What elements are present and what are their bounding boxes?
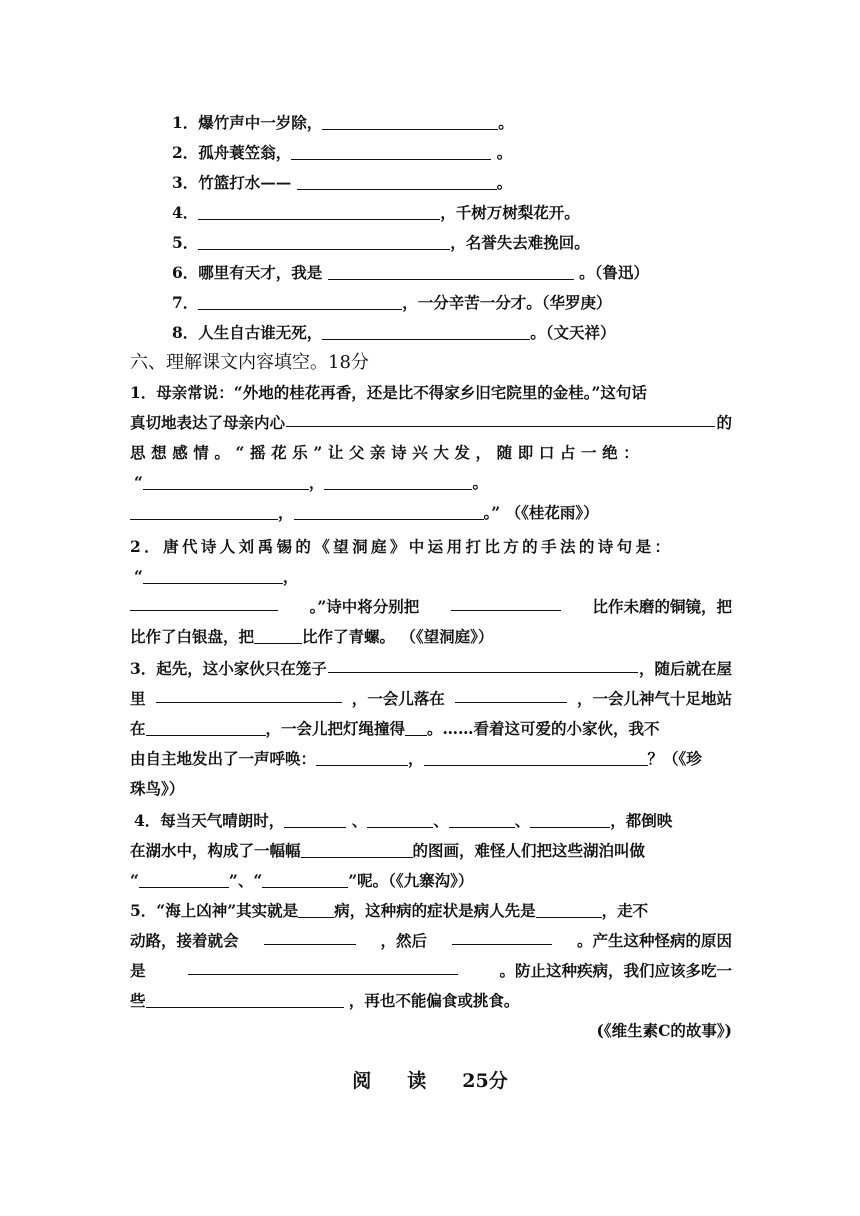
fill-item-5: 5． ，名誉失去难挽回。 xyxy=(172,233,590,252)
q5-line-1: 5．“海上凶神”其实就是 病，这种病的症状是病人先是 ，走不 xyxy=(130,901,649,920)
section-title: 六、理解课文内容填空。18分 xyxy=(130,352,369,373)
answer-blank[interactable] xyxy=(156,684,342,703)
q4-line-3: “ ”、“ ”呢。（《九寨沟》） xyxy=(130,871,474,890)
q3-line-2: 里 ，一会儿落在 ，一会儿神气十足地站 xyxy=(130,684,732,714)
answer-blank[interactable] xyxy=(297,171,497,190)
q4-line-2: 在湖水中，构成了一幅幅 的图画，难怪人们把这些湖泊叫做 xyxy=(130,841,646,860)
answer-blank[interactable] xyxy=(130,592,278,611)
fill-item-1: 1．爆竹声中一岁除， 。 xyxy=(172,113,514,132)
answer-blank[interactable] xyxy=(143,471,309,490)
q5-source: (《维生素C的故事》) xyxy=(596,1021,732,1040)
answer-blank[interactable] xyxy=(322,321,530,340)
answer-blank[interactable] xyxy=(316,747,408,766)
answer-blank[interactable] xyxy=(291,141,491,160)
q2-line-1: 2．唐代诗人刘禹锡的《望洞庭》中运用打比方的手法的诗句是： xyxy=(130,537,674,556)
q3-line-3: 在 ，一会儿把灯绳撞得 。……看着这可爱的小家伙，我不 xyxy=(130,719,660,738)
fill-item-4: 4． ，千树万树梨花开。 xyxy=(172,203,580,222)
answer-blank[interactable] xyxy=(188,956,458,975)
q1-line-2: 真切地表达了母亲内心 的 xyxy=(130,408,732,438)
fill-item-2: 2．孤舟蓑笠翁， 。 xyxy=(172,143,513,162)
answer-blank[interactable] xyxy=(455,684,567,703)
answer-blank[interactable] xyxy=(449,809,515,828)
q3-line-5: 珠鸟》） xyxy=(130,779,185,798)
answer-blank[interactable] xyxy=(424,747,648,766)
answer-blank[interactable] xyxy=(451,592,561,611)
answer-blank[interactable] xyxy=(198,291,402,310)
q5-line-4: 些 ，再也不能偏食或挑食。 xyxy=(130,991,520,1010)
answer-blank[interactable] xyxy=(405,717,427,736)
fill-item-7: 7． ，一分辛苦一分才。（华罗庚） xyxy=(172,293,612,312)
answer-blank[interactable] xyxy=(130,501,278,520)
q1-line-1: 1．母亲常说：“外地的桂花再香，还是比不得家乡旧宅院里的金桂。”这句话 xyxy=(130,383,647,402)
answer-blank[interactable] xyxy=(262,869,348,888)
answer-blank[interactable] xyxy=(198,231,450,250)
answer-blank[interactable] xyxy=(367,809,433,828)
q4-line-1: 4．每当天气晴朗时， 、 、 、 ，都倒映 xyxy=(134,811,673,830)
q1-line-5: ， 。” （《桂花雨》） xyxy=(130,498,732,528)
q5-line-2: 动路，接着就会 ，然后 。产生这种怪病的原因 xyxy=(130,926,732,956)
answer-blank[interactable] xyxy=(286,408,715,427)
answer-blank[interactable] xyxy=(298,899,334,918)
answer-blank[interactable] xyxy=(328,654,638,673)
answer-blank[interactable] xyxy=(264,926,356,945)
q2-line-2: “ ， xyxy=(134,567,299,586)
answer-blank[interactable] xyxy=(146,989,344,1008)
q2-line-4: 比作了白银盘，把 比作了青螺。 （《望洞庭》） xyxy=(130,627,494,646)
q1-line-3: 思想感情。“摇花乐”让父亲诗兴大发，随即口占一绝： xyxy=(130,443,645,462)
answer-blank[interactable] xyxy=(294,501,484,520)
answer-blank[interactable] xyxy=(254,625,302,644)
q2-line-3: 。”诗中将分别把 比作未磨的铜镜，把 xyxy=(130,592,732,622)
answer-blank[interactable] xyxy=(530,809,610,828)
q1-line-4: “ ， 。 xyxy=(134,473,488,492)
answer-blank[interactable] xyxy=(284,809,346,828)
reading-section-heading: 阅 读 25分 xyxy=(352,1070,508,1092)
answer-blank[interactable] xyxy=(452,926,552,945)
answer-blank[interactable] xyxy=(139,869,229,888)
answer-blank[interactable] xyxy=(146,717,266,736)
answer-blank[interactable] xyxy=(324,471,472,490)
answer-blank[interactable] xyxy=(536,899,602,918)
answer-blank[interactable] xyxy=(143,565,283,584)
q3-line-1: 3．起先，这小家伙只在笼子 ，随后就在屋 xyxy=(130,654,732,684)
answer-blank[interactable] xyxy=(328,261,574,280)
answer-blank[interactable] xyxy=(322,111,498,130)
answer-blank[interactable] xyxy=(301,839,413,858)
fill-item-3: 3．竹篮打水—— 。 xyxy=(172,173,513,192)
fill-item-6: 6．哪里有天才，我是 。（鲁迅） xyxy=(172,263,649,282)
fill-item-8: 8．人生自古谁无死， 。（文天祥） xyxy=(172,323,616,342)
q3-line-4: 由自主地发出了一声呼唤： ， ？（《珍 xyxy=(130,749,702,768)
answer-blank[interactable] xyxy=(198,201,440,220)
q5-line-3: 是 。防止这种疾病，我们应该多吃一 xyxy=(130,956,732,986)
